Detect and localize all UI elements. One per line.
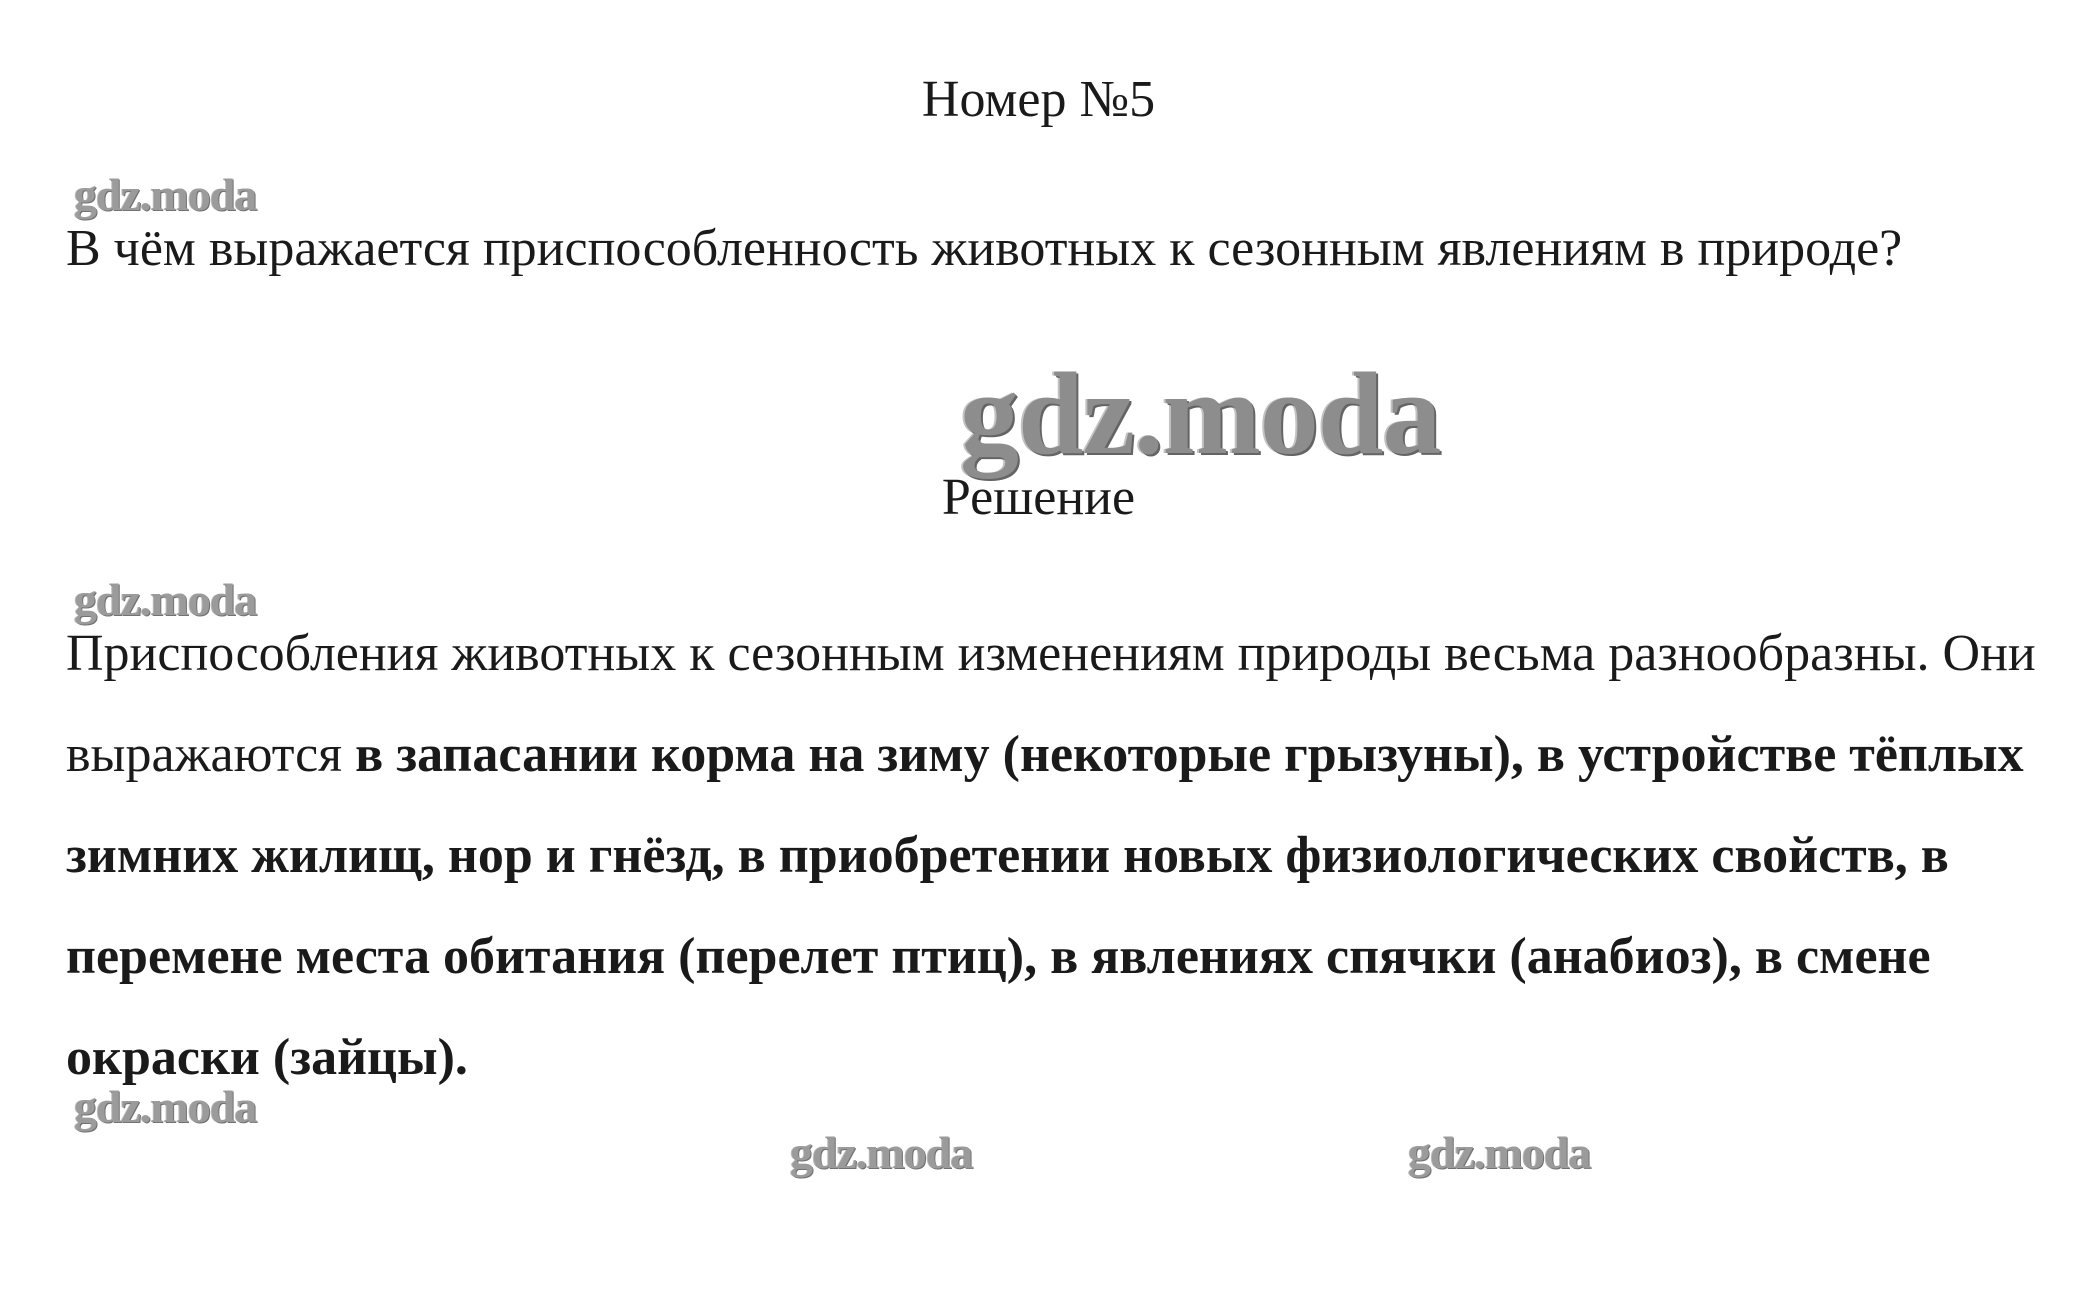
answer-bold: в запасании корма на зиму (некоторые грызуны), в устройстве тёплых зимних жилищ, нор и гнёзд, в приобретении новых физиологических свойств, в перемене места обитания (перелет птиц), в явлениях спячки (анабиоз), в смене окраски (зайцы). [66, 726, 2024, 1086]
solution-heading: Решение [941, 469, 1136, 526]
watermark-mid-left: gdz.moda [74, 574, 257, 625]
watermark-top-left: gdz.moda [74, 169, 257, 220]
watermark-bottom-right: gdz.moda [1408, 1127, 1591, 1178]
answer-text [66, 603, 2036, 1108]
question-text: В чём выражается приспособленность животных к сезонным явлениям в природе? [66, 220, 1903, 277]
watermark-large-center: gdz.moda [960, 348, 1441, 479]
answer-intro: Приспособления животных к сезонным изменениям природы весьма разнообразны. Они выражаются [66, 625, 2036, 783]
page-title: Номер №5 [921, 71, 1156, 128]
watermark-bottom-center: gdz.moda [790, 1127, 973, 1178]
watermark-bottom-left: gdz.moda [74, 1081, 257, 1132]
